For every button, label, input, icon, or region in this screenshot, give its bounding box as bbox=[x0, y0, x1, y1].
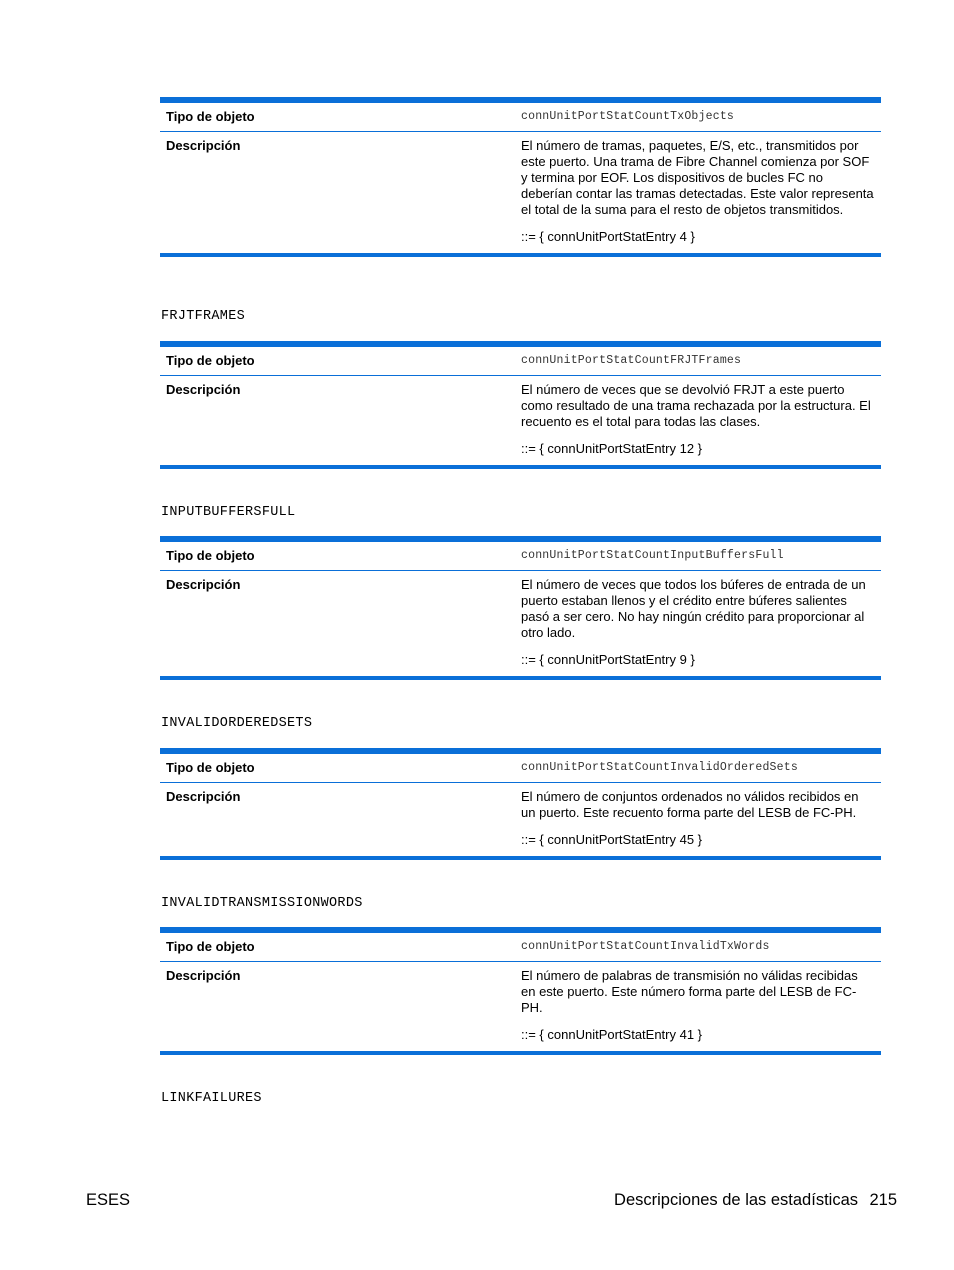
type-value: connUnitPortStatCountFRJTFrames bbox=[521, 354, 742, 367]
type-value: connUnitPortStatCountInputBuffersFull bbox=[521, 549, 784, 562]
type-value: connUnitPortStatCountInvalidOrderedSets bbox=[521, 761, 798, 774]
entry-definition: ::= { connUnitPortStatEntry 12 } bbox=[521, 441, 703, 456]
type-value: connUnitPortStatCountTxObjects bbox=[521, 110, 735, 123]
description-text: El número de veces que se devolvió FRJT a este puerto como resultado de una trama rechazada por la estructura. El recuento es el total para todas las clases. bbox=[521, 382, 871, 429]
type-label: Tipo de objeto bbox=[166, 760, 255, 775]
type-row bbox=[160, 933, 881, 962]
description-cell bbox=[521, 968, 881, 1051]
description-label: Descripción bbox=[166, 968, 241, 983]
footer-language-code: ESES bbox=[86, 1191, 131, 1209]
type-row bbox=[160, 103, 881, 132]
object-table-invalidorderedsets bbox=[160, 748, 881, 860]
description-cell bbox=[521, 789, 881, 856]
description-row bbox=[160, 376, 881, 465]
description-text: El número de veces que todos los búferes de entrada de un puerto estaban llenos y el crédito entre búferes salientes pasó a ser cero. No hay ningún crédito para proporcionar al otro lado. bbox=[521, 577, 866, 640]
section-heading-inputbuffersfull: INPUTBUFFERSFULL bbox=[161, 505, 296, 520]
description-text: El número de palabras de transmisión no válidas recibidas en este puerto. Este número forma parte del LESB de FC-PH. bbox=[521, 968, 858, 1015]
description-label: Descripción bbox=[166, 382, 241, 397]
description-row bbox=[160, 132, 881, 253]
type-row bbox=[160, 347, 881, 376]
entry-definition: ::= { connUnitPortStatEntry 41 } bbox=[521, 1027, 703, 1042]
type-value: connUnitPortStatCountInvalidTxWords bbox=[521, 940, 770, 953]
description-row bbox=[160, 962, 881, 1051]
description-label: Descripción bbox=[166, 789, 241, 804]
description-cell bbox=[521, 577, 881, 676]
section-heading-frjtframes: FRJTFRAMES bbox=[161, 309, 246, 324]
type-row bbox=[160, 754, 881, 783]
object-table-invalidtxwords bbox=[160, 927, 881, 1055]
section-heading-invalidorderedsets: INVALIDORDEREDSETS bbox=[161, 716, 313, 731]
type-label: Tipo de objeto bbox=[166, 353, 255, 368]
footer-page-number: 215 bbox=[869, 1191, 897, 1209]
type-label: Tipo de objeto bbox=[166, 548, 255, 563]
description-text: El número de conjuntos ordenados no válidos recibidos en un puerto. Este recuento forma parte del LESB de FC-PH. bbox=[521, 789, 859, 820]
entry-definition: ::= { connUnitPortStatEntry 4 } bbox=[521, 229, 695, 244]
type-label: Tipo de objeto bbox=[166, 109, 255, 124]
entry-definition: ::= { connUnitPortStatEntry 45 } bbox=[521, 832, 703, 847]
description-row bbox=[160, 783, 881, 856]
footer-section-title: Descripciones de las estadísticas bbox=[614, 1191, 858, 1209]
section-heading-linkfailures: LINKFAILURES bbox=[161, 1091, 262, 1106]
description-text: El número de tramas, paquetes, E/S, etc., transmitidos por este puerto. Una trama de Fibre Channel comienza por SOF y termina por EOF. Los dispositivos de bucles FC no deberían contar las tramas detectadas. Este valor representa el total de la suma para el resto de objetos transmitidos. bbox=[521, 138, 874, 217]
section-heading-invalidtransmissionwords: INVALIDTRANSMISSIONWORDS bbox=[161, 896, 363, 911]
description-row bbox=[160, 571, 881, 676]
description-cell bbox=[521, 382, 881, 465]
description-cell bbox=[521, 138, 881, 253]
type-row bbox=[160, 542, 881, 571]
entry-definition: ::= { connUnitPortStatEntry 9 } bbox=[521, 652, 695, 667]
type-label: Tipo de objeto bbox=[166, 939, 255, 954]
object-table-txobjects bbox=[160, 97, 881, 257]
description-label: Descripción bbox=[166, 138, 241, 153]
object-table-frjtframes bbox=[160, 341, 881, 469]
object-table-inputbuffersfull bbox=[160, 536, 881, 680]
description-label: Descripción bbox=[166, 577, 241, 592]
